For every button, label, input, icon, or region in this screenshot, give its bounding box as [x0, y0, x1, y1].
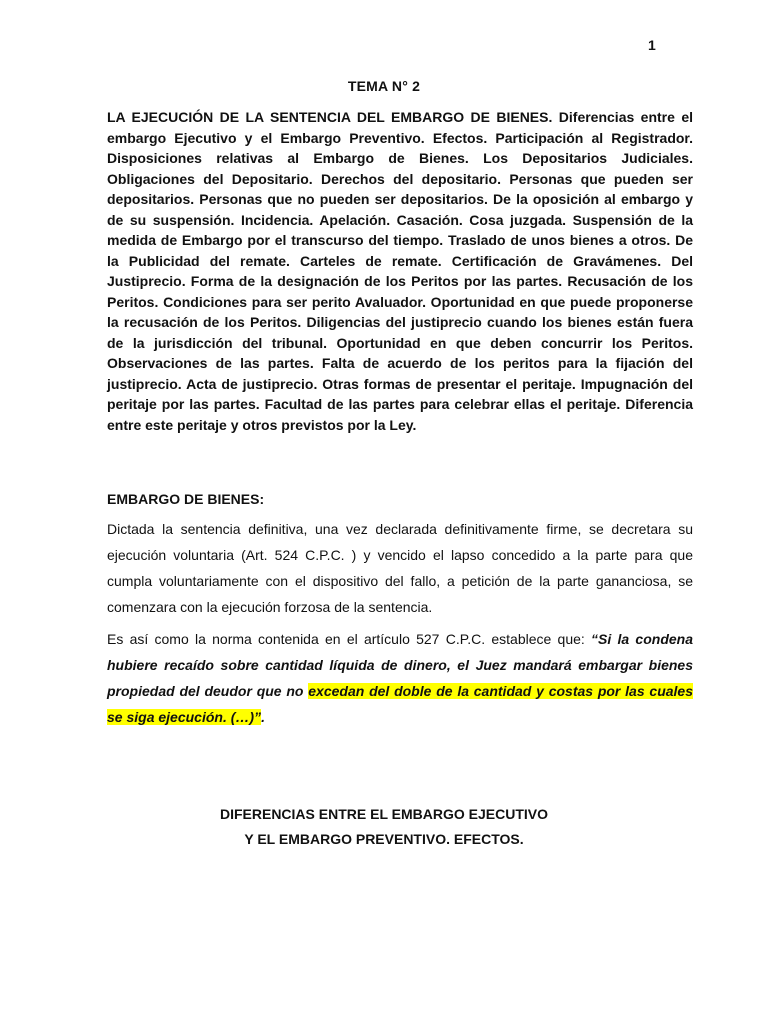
legal-quote-highlighted: excedan del doble de la cantidad y costas por las cuales se siga ejecución. (…)”: [107, 683, 694, 725]
section-heading-embargo: EMBARGO DE BIENES:: [107, 491, 265, 507]
page-number: 1: [648, 37, 656, 53]
heading-diferencias-line2: Y EL EMBARGO PREVENTIVO. EFECTOS.: [244, 831, 524, 847]
paragraph-intro: Es así como la norma contenida en el artículo 527 C.P.C. establece que:: [107, 631, 592, 647]
syllabus-paragraph: LA EJECUCIÓN DE LA SENTENCIA DEL EMBARGO DE BIENES. Diferencias entre el embargo Ejecutivo y el Embargo Preventivo. Efectos. Participación al Registrador. Disposiciones relativas al Embargo de Bienes. Los Depositarios Judiciales. Obligaciones del Depositario. Derechos del depositario. Personas que pueden ser depositarios. Personas que no pueden ser depositarios. De la oposición al embargo y de su suspensión. Incidencia. Apelación. Casación. Cosa juzgada. Suspensión de la medida de Embargo por el transcurso del tiempo. Traslado de unos bienes a otros. De la Publicidad del remate. Carteles de remate. Certificación de Gravámenes. Del Justiprecio. Forma de la designación de los Peritos por las partes. Recusación de los Peritos. Condiciones para ser perito Avaluador. Oportunidad en que puede proponerse la recusación de los Peritos. Diligencias del justiprecio cuando los bienes están fuera de la jurisdicción del tribunal. Oportunidad en que deben concurrir los Peritos. Observaciones de las partes. Falta de acuerdo de los peritos para la fijación del justiprecio. Acta de justiprecio. Otras formas de presentar el peritaje. Impugnación del peritaje por las partes. Facultad de las partes para celebrar ellas el peritaje. Diferencia entre este peritaje y otros previstos por la Ley.: [107, 109, 693, 433]
paragraph-end: .: [261, 709, 265, 725]
paragraph-sentencia: Dictada la sentencia definitiva, una vez declarada definitivamente firme, se decretara su ejecución voluntaria (Art. 524 C.P.C. ) y vencido el lapso concedido a la parte para que cumpla voluntariamente con el dispositivo del fallo, a petición de la parte gananciosa, se comenzara con la ejecución forzosa de la sentencia.: [107, 521, 693, 615]
tema-title: TEMA N° 2: [347, 78, 421, 94]
heading-diferencias-line1: DIFERENCIAS ENTRE EL EMBARGO EJECUTIVO: [219, 806, 548, 822]
legal-quote-plain: “Si la condena hubiere recaído sobre cantidad líquida de dinero, el Juez mandará embargar bienes propiedad del deudor que no: [107, 631, 694, 699]
paragraph-articulo-527: [107, 626, 693, 730]
